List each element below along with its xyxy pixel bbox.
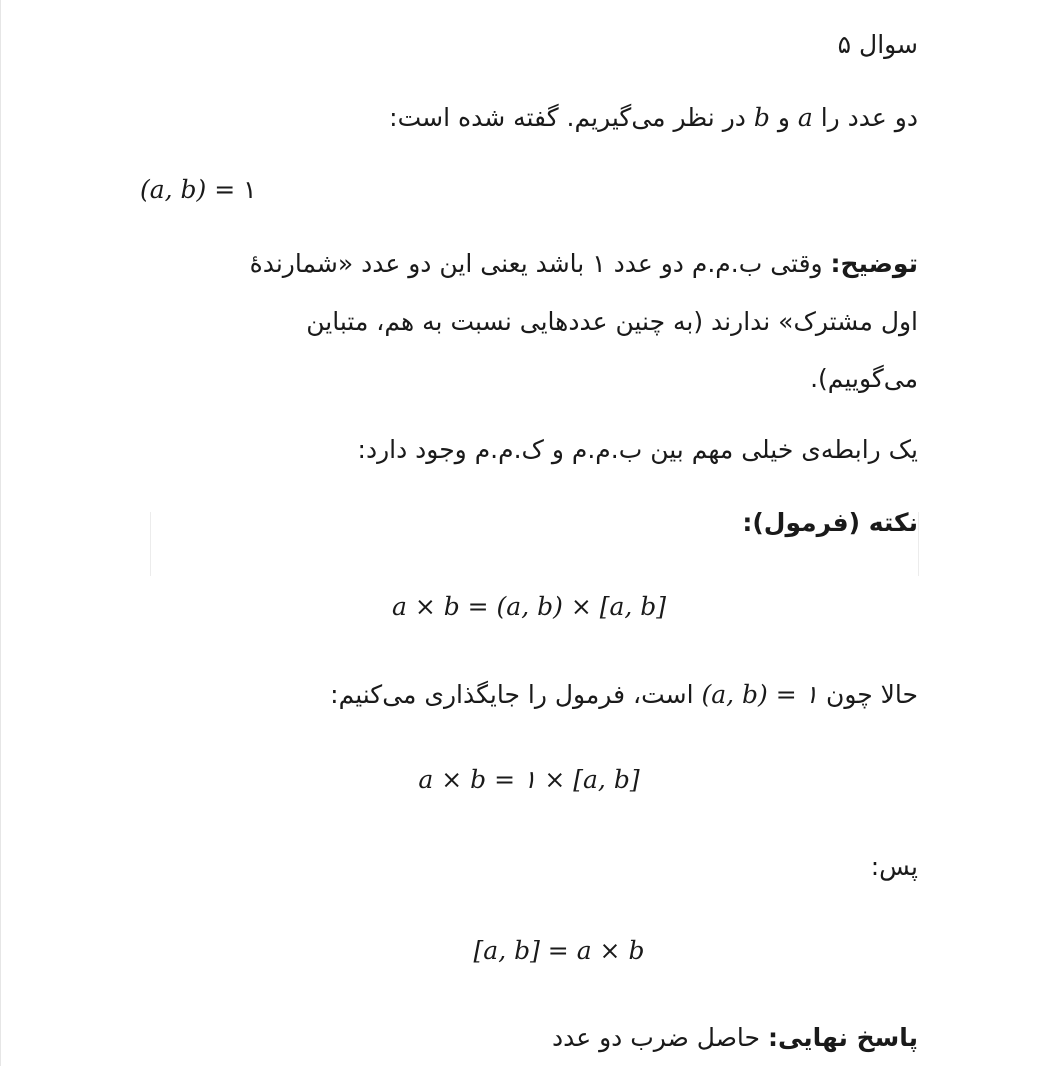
- substitution-text-2: است، فرمول را جایگذاری می‌کنیم:: [330, 680, 702, 709]
- intro-text-2: در نظر می‌گیریم. گفته شده است:: [389, 103, 754, 132]
- substitution-sentence: [140, 677, 918, 713]
- substituted-formula: a × b = ۱ × [a, b]: [418, 765, 640, 794]
- result-formula-block: [200, 933, 918, 969]
- explanation-text-1: وقتی ب.م.م دو عدد ۱ باشد یعنی این دو عدد «شمارندهٔ: [249, 249, 831, 278]
- given-value: ۱: [243, 175, 257, 204]
- explanation-line-3: می‌گوییم).: [810, 364, 918, 393]
- given-equation: [140, 172, 918, 208]
- therefore-text: پس:: [870, 852, 918, 881]
- substitution-text-1: حالا چون: [818, 680, 918, 709]
- page-edge: [0, 0, 1, 1066]
- variable-a: a: [797, 103, 813, 132]
- question-title: سوال ۵: [837, 30, 918, 59]
- variable-b: b: [753, 103, 770, 132]
- explanation-line-2: اول مشترک» ندارند (به چنین عددهایی نسبت به هم، متباین: [306, 307, 918, 336]
- explanation-label: توضیح:: [830, 249, 918, 278]
- final-answer-label: پاسخ نهایی:: [767, 1023, 918, 1052]
- divider-right: [918, 512, 919, 576]
- equals-sign: =: [206, 175, 244, 204]
- substituted-formula-block: [140, 762, 918, 798]
- explanation-line-1: [140, 246, 918, 282]
- intro-paragraph: [140, 100, 918, 136]
- result-formula: [a, b] = a × b: [473, 936, 645, 965]
- gcd-expression: (a, b): [140, 175, 207, 204]
- final-answer: [140, 1020, 918, 1056]
- intro-text-1: دو عدد را: [812, 103, 918, 132]
- formula: a × b = (a, b) × [a, b]: [391, 592, 667, 621]
- note-heading: [140, 505, 918, 541]
- formula-block: [140, 589, 918, 625]
- note-label: نکته (فرمول):: [742, 508, 918, 537]
- substitution-math: (a, b) = ۱: [701, 680, 819, 709]
- final-answer-text: حاصل ضرب دو عدد: [551, 1023, 768, 1052]
- relation-sentence: یک رابطه‌ی خیلی مهم بین ب.م.م و ک.م.م وجود دارد:: [357, 435, 918, 464]
- intro-text-and: و: [769, 103, 798, 132]
